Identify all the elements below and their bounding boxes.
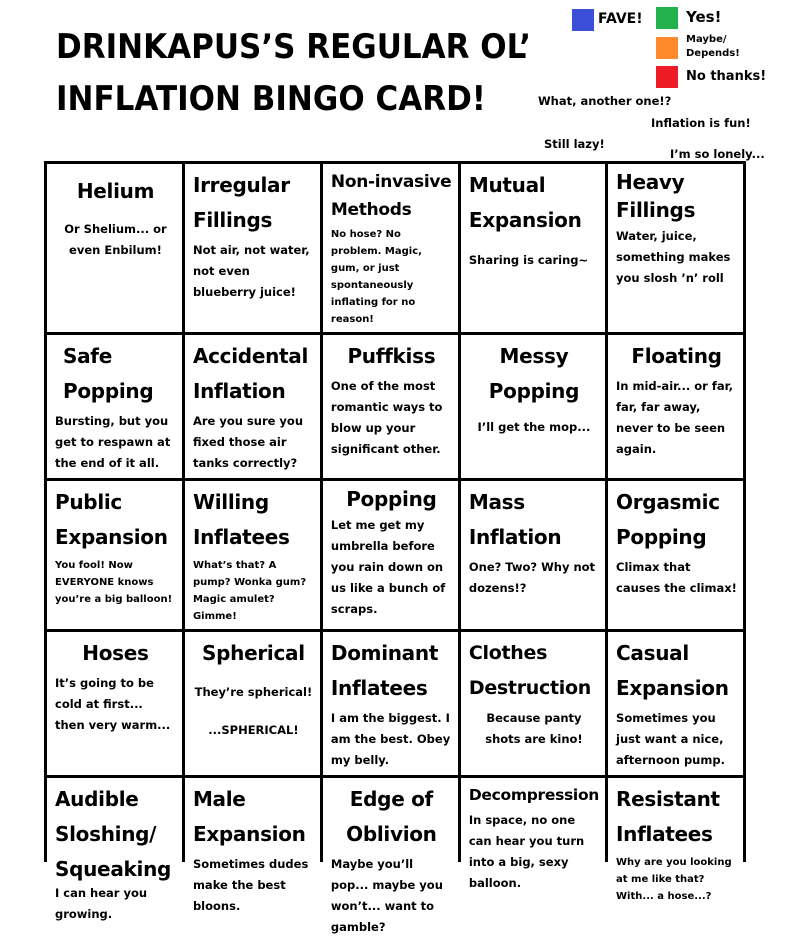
bingo-cell[interactable]: [185, 481, 320, 629]
cell-title: Hoses: [82, 641, 149, 665]
cell-title: Resistant Inflatees: [616, 787, 720, 846]
bingo-cell[interactable]: [47, 164, 182, 332]
cell-title: Audible Sloshing/ Squeaking: [55, 787, 172, 881]
bingo-cell[interactable]: [185, 632, 320, 775]
bingo-cell[interactable]: [608, 335, 743, 478]
bingo-cell[interactable]: [323, 335, 458, 478]
cell-title: Floating: [631, 344, 722, 368]
yes-label: Yes!: [686, 8, 722, 26]
bingo-cell[interactable]: [185, 778, 320, 942]
cell-title: Irregular Fillings: [192, 173, 290, 232]
cell-description: One of the most romantic ways to blow up your significant other.: [330, 379, 443, 456]
cell-description: You fool! Now EVERYONE knows you’re a big balloon!: [55, 560, 173, 605]
cell-description: Not air, not water, not even blueberry juice!: [192, 243, 310, 299]
bingo-cell[interactable]: [47, 335, 182, 478]
bingo-cell[interactable]: [608, 632, 743, 775]
bingo-cell[interactable]: [608, 481, 743, 629]
bingo-cell[interactable]: [323, 164, 458, 332]
cell-description: I’ll get the mop...: [477, 420, 591, 434]
cell-title: Safe Popping: [63, 344, 154, 403]
cell-title: Casual Expansion: [616, 641, 729, 700]
cell-title: Public Expansion: [55, 490, 168, 549]
fave-label: FAVE!: [598, 11, 643, 27]
cell-description: Water, juice, something makes you slosh ’n’ roll: [616, 229, 731, 285]
cell-description: It’s going to be cold at first... then very warm...: [55, 676, 171, 732]
fave-color-swatch: [572, 9, 594, 31]
cell-title: Spherical: [202, 641, 305, 665]
bingo-cell[interactable]: [323, 632, 458, 775]
cell-title: Dominant Inflatees: [330, 641, 439, 700]
cell-title: Heavy Fillings: [616, 170, 696, 222]
bingo-cell[interactable]: [461, 632, 605, 775]
cell-description: Or Shelium... or even Enbilum!: [64, 222, 167, 257]
bingo-grid: [44, 161, 746, 934]
cell-title: Puffkiss: [347, 344, 436, 368]
note-another-one: What, another one!?: [538, 94, 672, 108]
cell-title: Messy Popping: [488, 344, 580, 403]
maybe-label: [686, 33, 766, 61]
cell-description: Why are you looking at me like that? With... a hose...?: [616, 857, 732, 902]
cell-description: Climax that causes the climax!: [616, 560, 737, 595]
cell-description: Bursting, but you get to respawn at the end of it all.: [55, 414, 171, 470]
cell-description: I am the biggest. I am the best. Obey my belly.: [330, 711, 451, 767]
cell-title: Edge of Oblivion: [346, 787, 437, 846]
bingo-cell[interactable]: [185, 164, 320, 332]
cell-title: Popping: [346, 487, 437, 511]
bingo-cell[interactable]: [461, 335, 605, 478]
cell-description: I can hear you growing.: [55, 886, 148, 921]
cell-description: Let me get my umbrella before you rain down on us like a bunch of scraps.: [330, 518, 446, 616]
cell-description: In mid-air... or far, far, far away, never to be seen again.: [616, 379, 733, 456]
cell-title: Orgasmic Popping: [616, 490, 720, 549]
bingo-cell[interactable]: [47, 481, 182, 629]
bingo-cell[interactable]: [47, 632, 182, 775]
cell-description: Are you sure you fixed those air tanks correctly?: [192, 414, 304, 470]
no-thanks-label: No thanks!: [686, 69, 767, 84]
note-inflation-fun: Inflation is fun!: [651, 116, 751, 130]
cell-title: Willing Inflatees: [192, 490, 290, 549]
yes-color-swatch: [656, 7, 678, 29]
no-color-swatch: [656, 66, 678, 88]
cell-description: They’re spherical! ...SPHERICAL!: [194, 685, 313, 737]
card-title-line-1: DRINKAPUS’S REGULAR OL’: [56, 28, 532, 67]
note-still-lazy: Still lazy!: [544, 137, 605, 151]
cell-description: Sometimes dudes make the best bloons.: [192, 857, 309, 913]
cell-description: One? Two? Why not dozens!?: [468, 560, 596, 595]
maybe-label-text: Maybe/ Depends!: [686, 34, 740, 59]
cell-description: Sometimes you just want a nice, afternoon pump.: [616, 711, 725, 767]
cell-title: Helium: [76, 179, 155, 203]
bingo-cell[interactable]: [185, 335, 320, 478]
bingo-cell[interactable]: [323, 778, 458, 942]
cell-title: Non-invasive Methods: [330, 172, 452, 220]
cell-description: Because panty shots are kino!: [485, 711, 583, 746]
bingo-cell[interactable]: [323, 481, 458, 629]
bingo-cell[interactable]: [461, 481, 605, 629]
cell-description: What’s that? A pump? Wonka gum? Magic amulet? Gimme!: [192, 560, 307, 622]
maybe-color-swatch: [656, 37, 678, 59]
cell-title: Male Expansion: [192, 787, 306, 846]
cell-description: Sharing is caring~: [468, 253, 589, 267]
card-title-line-2: INFLATION BINGO CARD!: [56, 80, 486, 119]
cell-title: Mutual Expansion: [468, 173, 582, 232]
bingo-cell[interactable]: [608, 164, 743, 332]
cell-title: Clothes Destruction: [468, 642, 591, 699]
bingo-cell[interactable]: [461, 778, 605, 942]
cell-description: Maybe you’ll pop... maybe you won’t... want to gamble?: [330, 857, 443, 934]
cell-title: Decompression: [468, 786, 600, 804]
cell-description: No hose? No problem. Magic, gum, or just spontaneously inflating for no reason!: [330, 229, 422, 325]
cell-description: In space, no one can hear you turn into a big, sexy balloon.: [468, 813, 585, 890]
cell-title: Accidental Inflation: [192, 344, 309, 403]
bingo-cell[interactable]: [461, 164, 605, 332]
bingo-cell[interactable]: [47, 778, 182, 942]
bingo-cell[interactable]: [608, 778, 743, 942]
cell-title: Mass Inflation: [468, 490, 562, 549]
note-so-lonely: I’m so lonely...: [670, 147, 765, 161]
